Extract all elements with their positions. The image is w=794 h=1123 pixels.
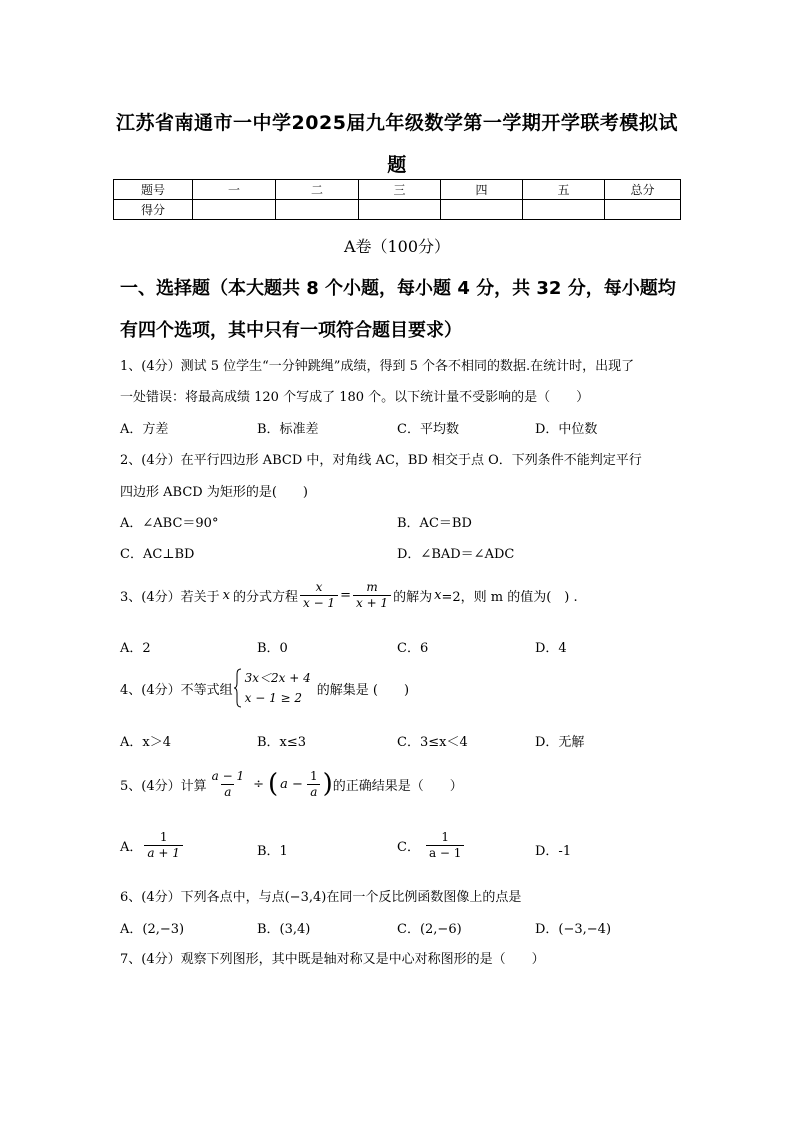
option-c-fraction	[426, 830, 464, 861]
q2-line1: 2、(4分）在平行四边形 ABCD 中，对角线 AC，BD 相交于点 O．下列条件不能判定平行	[120, 453, 642, 468]
score-cell: 二	[276, 180, 359, 200]
option-label: A．	[120, 840, 143, 855]
q2-option-c: C．AC⊥BD	[120, 547, 195, 562]
fraction-denominator: a − 1	[426, 845, 464, 861]
left-paren-icon: (	[268, 769, 279, 799]
score-cell: 一	[193, 180, 276, 200]
fraction-denominator: x − 1	[300, 595, 338, 611]
score-cell-empty	[605, 200, 681, 220]
q3-suffix-b: =2，则 m 的值为( ) .	[441, 590, 578, 605]
section1-heading-line2: 有四个选项，其中只有一项符合题目要求）	[120, 320, 462, 341]
q3-solution-variable: x	[434, 588, 442, 603]
q5-prefix: 5、(4分）计算	[120, 778, 207, 794]
q1-line1: 1、(4分）测试 5 位学生“一分钟跳绳”成绩，得到 5 个各不相同的数据.在统计时，出现了	[120, 359, 635, 374]
q3-fraction-left	[300, 580, 338, 611]
score-cell-empty	[523, 200, 605, 220]
score-cell: 题号	[114, 180, 193, 200]
q4-line	[120, 668, 409, 708]
fraction-numerator: x	[315, 580, 323, 594]
fraction-numerator: m	[366, 580, 378, 594]
exam-title-line2: 题	[387, 154, 407, 176]
q4-prefix: 4、(4分）不等式组	[120, 682, 233, 698]
q1-option-c: C．平均数	[397, 422, 459, 437]
option-label: C．	[397, 840, 420, 855]
q4-inequality-system	[245, 668, 311, 708]
q4-option-d: D．无解	[535, 735, 585, 750]
q6-option-a: A．(2,−3)	[120, 922, 185, 937]
q2-option-a: A．∠ABC＝90°	[120, 516, 219, 531]
score-table	[113, 179, 681, 220]
q3-option-c: C．6	[397, 641, 429, 656]
q4-option-b: B．x≤3	[257, 735, 307, 750]
option-a-fraction	[144, 830, 182, 861]
score-table-score-row	[114, 200, 681, 220]
q1-option-d: D．中位数	[535, 422, 598, 437]
q4-option-c: C．3≤x＜4	[397, 735, 468, 750]
q3-option-d: D．4	[535, 641, 567, 656]
q6-line1: 6、(4分）下列各点中，与点(−3,4)在同一个反比例函数图像上的点是	[120, 890, 522, 905]
left-brace-icon	[233, 668, 243, 708]
score-cell-empty	[193, 200, 276, 220]
q4-inequality-1: 3x＜2x + 4	[244, 671, 311, 685]
q3-line	[120, 580, 578, 611]
section1-heading-line1: 一、选择题（本大题共 8 个小题，每小题 4 分，共 32 分，每小题均	[120, 278, 676, 299]
q5-option-a	[120, 830, 185, 861]
q5-suffix: 的正确结果是（ ）	[332, 778, 463, 794]
q3-option-b: B．0	[257, 641, 288, 656]
q5-fraction-left	[209, 769, 247, 800]
q3-mid: 的分式方程	[232, 590, 298, 605]
score-cell: 五	[523, 180, 605, 200]
fraction-numerator: 1	[441, 830, 450, 844]
fraction-denominator: a	[307, 784, 320, 800]
fraction-denominator: x + 1	[353, 595, 391, 611]
fraction-numerator: 1	[309, 768, 318, 783]
score-cell: 总分	[605, 180, 681, 200]
q2-line2: 四边形 ABCD 为矩形的是( )	[120, 485, 308, 500]
equals-sign: =	[340, 588, 351, 603]
score-cell: 三	[359, 180, 441, 200]
q6-option-b: B．(3,4)	[257, 922, 311, 937]
q4-suffix: 的解集是 ( )	[316, 682, 410, 698]
q3-prefix: 3、(4分）若关于	[120, 590, 220, 605]
q1-option-b: B．标准差	[257, 422, 319, 437]
divide-sign: ÷	[253, 776, 265, 792]
score-cell-empty	[276, 200, 359, 220]
score-row-label: 得分	[114, 200, 193, 220]
fraction-denominator: a + 1	[144, 845, 182, 861]
q6-option-c: C．(2,−6)	[397, 922, 462, 937]
q7-line1: 7、(4分）观察下列图形，其中既是轴对称又是中心对称图形的是（ ）	[120, 952, 545, 967]
exam-title-line1: 江苏省南通市一中学2025届九年级数学第一学期开学联考模拟试	[116, 112, 678, 134]
q3-fraction-right	[353, 580, 391, 611]
q5-option-b: B．1	[257, 844, 288, 859]
q5-inner-term: a −	[280, 776, 303, 792]
q3-variable: x	[222, 588, 230, 603]
fraction-numerator: a − 1	[211, 768, 245, 783]
q5-line	[120, 764, 463, 804]
q5-option-d: D．-1	[535, 844, 572, 859]
q3-option-a: A．2	[120, 641, 151, 656]
q5-fraction-inner	[307, 769, 321, 800]
score-table-header-row	[114, 180, 681, 200]
q4-inequality-2: x − 1 ≥ 2	[244, 691, 303, 705]
right-paren-icon: )	[322, 769, 333, 799]
q4-option-a: A．x＞4	[120, 735, 171, 750]
q2-option-b: B．AC＝BD	[397, 516, 472, 531]
score-cell-empty	[359, 200, 441, 220]
volume-heading: A卷（100分）	[343, 237, 451, 256]
q2-option-d: D．∠BAD＝∠ADC	[397, 547, 515, 562]
fraction-numerator: 1	[159, 830, 168, 844]
q6-option-d: D．(−3,−4)	[535, 922, 612, 937]
score-cell: 四	[441, 180, 523, 200]
score-cell-empty	[441, 200, 523, 220]
fraction-denominator: a	[221, 784, 234, 800]
q1-line2: 一处错误：将最高成绩 120 个写成了 180 个。以下统计量不受影响的是（ ）	[120, 390, 590, 405]
q5-option-c	[397, 830, 466, 861]
q1-option-a: A．方差	[120, 422, 169, 437]
q3-suffix-a: 的解为	[393, 590, 433, 605]
